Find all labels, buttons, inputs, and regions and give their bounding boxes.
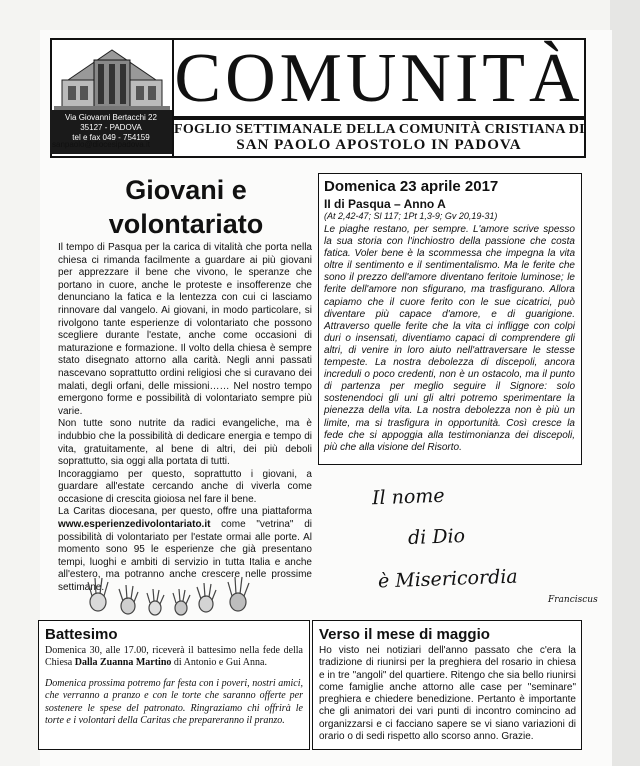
charity-lunch-note: Domenica prossima potremo far festa con i poveri, nostri amici, che verranno a pranzo e con le torte che saranno offerte per sostenere le spese del patronato. Ringraziamo chi offrirà le torte e i volontari della Caritas che prepareranno il pranzo. <box>45 677 303 727</box>
baptism-box <box>38 620 310 750</box>
article-paragraph: Il tempo di Pasqua per la carica di vitalità che porta nella chiesa ci rimanda facilmente a guardare ai più giovani per apprezzare il bene che vivono, le speranze che portano in cuore, anche le proteste e insofferenze che denunciano la fatica e la lentezza con cui ci lasciamo rinnovare dal vangelo. Ai giovani, in modo particolare, si rivolgono tante esperienze di volontariato che possono scegliere durante l'estate, anche come occasioni di maturazione e formazione. Il volto della chiesa è sempre stato disegnato attorno alla carità. Negli anni passati nascevano soprattutto ordini religiosi che si curavano dei malati, degli orfani, delle missioni…… Nel nostro tempo emergono forme e possibilità di volontariato sempre più varie. <box>58 242 312 417</box>
gospel-body: Le piaghe restano, per sempre. L'amore scrive spesso la sua storia con l'inchiostro della passione che costa fatica. Voler bene è la scommessa che impegna la vita oltre il sentimento e il sentimentalismo. Ma le ferite che sono il prezzo dell'amore diventano feritoie luminose; le ferite dell'amore non sfigurano, ma trasfigurano. Allora capiamo che il cuore ferito con le sue cicatrici, può diventare più capace d'amore, e di guarigione. Attraverso quelle ferite che la vita ci infligge con colpi duri o insensati, diventiamo capaci di comprendere gli altri, di venire in loro aiuto nell'attraversare le stesse tempeste. La nostra debolezza di discepoli, ancora increduli o poco credenti, non è un ostacolo, ma il punto di partenza per meglio seguire il Signore: solo sostenendoci gli uni gli altri potremo sperimentare la pienezza della vita. La nostra debolezza non è più un limite, ma si trasfigura in opportunità. Così cresce la fede che si appoggia alla testimonianza dei discepoli, più che alla visione del Risorto. <box>324 224 575 453</box>
email-address: sanpaolo@diocesipadova.it <box>52 140 150 149</box>
subtitle-line-1: FOGLIO SETTIMANALE DELLA COMUNITÀ CRISTIANA DI <box>174 122 585 137</box>
church-building-icon <box>54 42 170 112</box>
article-body <box>58 242 312 595</box>
article-text: La Caritas diocesana, per questo, offre una piattaforma <box>58 506 312 518</box>
baptism-text: di Antonio e Gui Anna. <box>171 657 267 669</box>
subtitle-box <box>172 118 586 158</box>
may-body: Ho visto nei notiziari dell'anno passato che c'era la tradizione di riunirsi per la preghiera del rosario in chiesa e in tre "angoli" del quartiere. Ritengo che sia bello riunirsi come famiglie anche attorno alle case per "seminare" preghiera e chiedere benedizione. Pertanto è importante che gli animatori dei vari punti di incontro comincino ad organizzarsi e ci facciano sapere se vi siano variazioni di orario o di sedi rispetto allo scorso anno. Grazie. <box>319 645 576 743</box>
may-month-box <box>312 620 582 750</box>
baptism-title: Battesimo <box>45 626 118 643</box>
gospel-box <box>318 173 582 465</box>
quote-line-2: di Dio <box>407 525 466 549</box>
subtitle-line-2: SAN PAOLO APOSTOLO IN PADOVA <box>236 137 522 153</box>
background-edge <box>610 0 640 766</box>
gospel-reference: (At 2,42-47; Sl 117; 1Pt 1,3-9; Gv 20,19-31) <box>324 211 498 221</box>
address-phone: tel e fax 049 - 754159 <box>72 133 150 142</box>
masthead-title: COMUNITÀ <box>174 40 584 117</box>
signature: Franciscus <box>548 595 598 605</box>
address-street: Via Giovanni Bertacchi 22 <box>65 113 157 122</box>
baptism-text: Domenica 30, alle 17.00, riceverà il battesimo nella fede della Chiesa <box>45 645 303 669</box>
baptism-name: Dalla Zuanna Martino <box>74 657 172 669</box>
masthead-box <box>172 38 586 118</box>
baptism-body <box>45 645 303 735</box>
quote-line-1: Il nome <box>371 484 445 510</box>
article-paragraph: Non tutte sono nutrite da radici evangeliche, ma è indubbio che la possibilità di dedicare energia e tempo di vita, gratuitamente, al bene di altri, dei più deboli soprattutto, sia oggi alla portata di tutti. <box>58 418 312 468</box>
volunteering-link[interactable]: www.esperienzedivolontariato.it <box>58 519 211 531</box>
article-paragraph: Incoraggiamo per questo, soprattutto i giovani, a guardare all'estate cercando anche di viverla come occasione di crescita gioiosa nel fare il bene. <box>58 468 312 505</box>
painted-hands-icon <box>80 570 270 618</box>
quote-line-3: è Misericordia <box>377 565 519 593</box>
address-city: 35127 - PADOVA <box>80 123 142 132</box>
gospel-subtitle: II di Pasqua – Anno A <box>324 197 446 211</box>
article-title-line-1: Giovani e <box>125 175 247 205</box>
article-title-line-2: volontariato <box>108 209 264 239</box>
baptism-announcement <box>45 645 303 670</box>
gospel-title: Domenica 23 aprile 2017 <box>324 178 499 195</box>
may-title: Verso il mese di maggio <box>319 626 490 643</box>
article-title <box>60 173 312 241</box>
article-text: come "vetrina" di possibilità di volontariato per l'estate ormai alle porte. Al momento sono 95 le esperienze che già presentano tempi, luoghi e ambiti di servizio in tutta Italia e anche all'estero, ma potranno anche crescere nelle prossime settimane. <box>58 519 312 594</box>
